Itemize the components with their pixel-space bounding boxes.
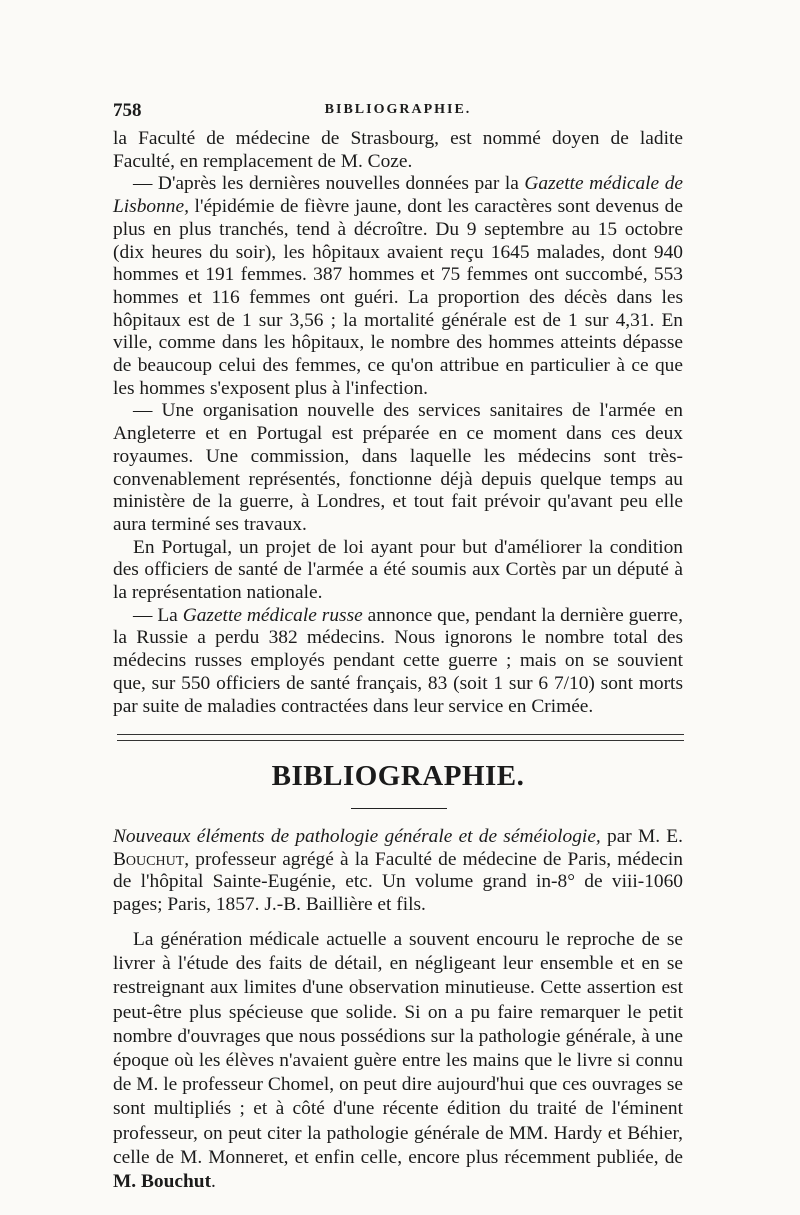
- dash-lead: — La: [133, 604, 183, 626]
- news-paragraph-3: — Une organisation nouvelle des services sanitaires de l'armée en Angleterre et en Portugal est préparée en ce moment dans ces deux royaumes. Une commission, dans laquelle les médecins sont très-convenablement représentés, fonctionne déjà depuis quelque temps au ministère de la guerre, à Londres, et tout fait prévoir qu'avant peu elle aura terminé ses travaux.: [113, 400, 683, 535]
- review-text-end: .: [211, 1171, 216, 1193]
- paragraph-text: l'épidémie de fièvre jaune, dont les caractères sont devenus de plus en plus tranchés, tend à décroître. Du 9 septembre au 15 octobre (dix heures du soir), les hôpitaux avaient reçu 1645 malades, dont 940 hommes et 191 femmes. 387 hommes et 75 femmes ont succombé, 553 hommes et 116 femmes ont guéri. La proportion des décès dans les hôpitaux est de 1 sur 3,56 ; la mortalité générale est de 1 sur 4,31. En ville, comme dans les hôpitaux, le nombre des hommes atteints dépasse de beaucoup celui des femmes, ce qu'on attribue en particulier à ce que les hommes s'exposent plus à l'infection.: [113, 196, 683, 399]
- running-title: BIBLIOGRAPHIE.: [324, 102, 472, 117]
- news-paragraph-5: [113, 605, 683, 719]
- by-text: par M. E.: [600, 826, 683, 847]
- news-paragraph-4: En Portugal, un projet de loi ayant pour but d'améliorer la condition des officiers de santé de l'armée a été soumis aux Cortès par un député à la représentation nationale.: [113, 536, 683, 604]
- paragraph-text: annonce que, pendant la dernière guerre, la Russie a perdu 382 médecins. Nous ignorons le nombre total des médecins russes employés pendant cette guerre ; mais on se souvient que, sur 550 officiers de santé français, 83 (soit 1 sur 6 7/10) sont morts par suite de maladies contractées dans leur service en Crimée.: [113, 604, 683, 717]
- review-body: [113, 928, 683, 1194]
- dash-lead: — D'après les dernières nouvelles données par la: [133, 173, 525, 195]
- book-title: Nouveaux éléments de pathologie générale et de séméiologie,: [113, 826, 601, 847]
- citation-text: [113, 826, 683, 917]
- page-number: 758: [113, 100, 142, 121]
- news-section: [113, 128, 683, 718]
- author-name: Bouchut: [113, 848, 185, 870]
- title-underline: [351, 808, 447, 809]
- review-paragraph: [113, 928, 683, 1194]
- journal-name: Gazette médicale de Lisbonne,: [113, 173, 683, 218]
- review-text: La génération médicale actuelle a souvent encouru le reproche de se livrer à l'étude des faits de détail, en négligeant leur ensemble et en se restreignant aux limites d'une observation minutieuse. Cette assertion est peut-être plus spécieuse que solide. Si on a pu faire remarquer le petit nombre d'ouvrages que nous possédions sur la pathologie générale, à une époque où les élèves n'avaient guère entre les mains que le livre si connu de M. le professeur Chomel, on peut dire aujourd'hui que ces ouvrages se sont multipliés ; et à côté d'une récente édition du traité de l'éminent professeur, on peut citer la pathologie générale de MM. Hardy et Béhier, celle de M. Monneret, et enfin celle, encore plus récemment publiée, de: [113, 929, 683, 1168]
- section-title: BIBLIOGRAPHIE.: [271, 760, 525, 792]
- review-citation: [113, 826, 683, 917]
- journal-name: Gazette médicale russe: [182, 604, 363, 626]
- news-paragraph-1: la Faculté de médecine de Strasbourg, est nommé doyen de ladite Faculté, en remplacement de M. Coze.: [113, 128, 683, 172]
- running-head: [113, 100, 683, 122]
- review-author-mention: M. Bouchut: [113, 1171, 212, 1193]
- section-divider: [117, 734, 684, 741]
- news-paragraph-2: [113, 173, 683, 400]
- author-credentials: , professeur agrégé à la Faculté de médecine de Paris, médecin de l'hôpital Sainte-Eugénie, etc. Un volume grand in-8° de viii-1060 pages; Paris, 1857. J.-B. Baillière et fils.: [113, 848, 683, 916]
